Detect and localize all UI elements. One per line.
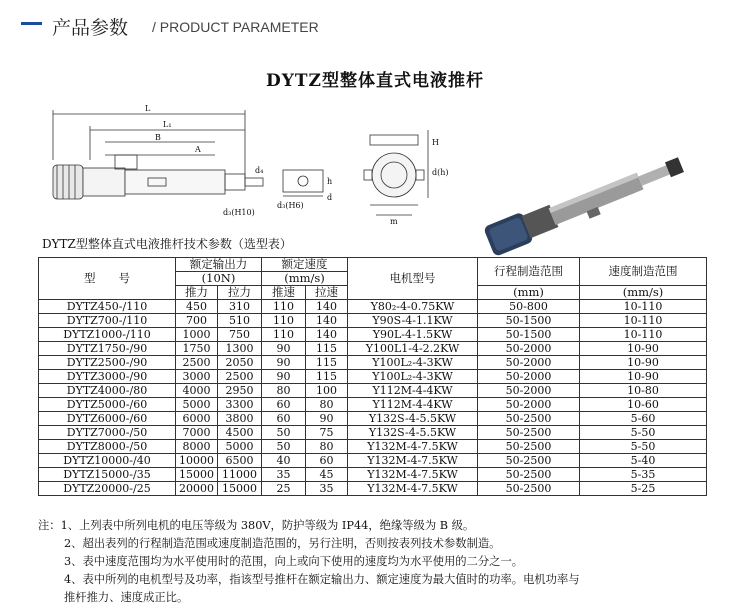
- table-row: [39, 328, 707, 342]
- table-row: [39, 300, 707, 314]
- table-row: [39, 482, 707, 496]
- note-2: 2、超出表列的行程制造范围或速度制造范围的，另行注明，否则按表列技术参数制造。: [64, 537, 501, 550]
- col-header-speed: 额定速度: [262, 258, 348, 272]
- cell-motor: Y100L₂-4-3KW: [348, 370, 478, 384]
- cell-stroke-range: 50-1500: [478, 314, 580, 328]
- cell-motor: Y80₂-4-0.75KW: [348, 300, 478, 314]
- cell-stroke-range: 50-2000: [478, 398, 580, 412]
- cell-push-force: 20000: [176, 482, 218, 496]
- cell-pull-force: 2950: [218, 384, 262, 398]
- note-3: 3、表中速度范围均为水平使用时的范围，向上或向下使用的速度均为水平使用的二分之一。: [64, 555, 524, 568]
- cell-push-force: 15000: [176, 468, 218, 482]
- cell-push-speed: 50: [262, 440, 306, 454]
- cell-push-speed: 110: [262, 300, 306, 314]
- cell-speed-range: 10-90: [580, 356, 707, 370]
- cell-model: DYTZ15000-/35: [39, 468, 176, 482]
- cell-motor: Y132M-4-7.5KW: [348, 454, 478, 468]
- cell-speed-range: 5-35: [580, 468, 707, 482]
- cell-stroke-range: 50-2500: [478, 440, 580, 454]
- cell-push-speed: 25: [262, 482, 306, 496]
- cell-push-speed: 35: [262, 468, 306, 482]
- cell-speed-range: 10-110: [580, 314, 707, 328]
- cell-motor: Y132M-4-7.5KW: [348, 482, 478, 496]
- main-title: DYTZ型整体直式电液推杆: [266, 71, 484, 91]
- table-title: DYTZ型整体直式电液推杆技术参数（选型表）: [42, 237, 292, 251]
- cell-pull-force: 510: [218, 314, 262, 328]
- cell-push-force: 8000: [176, 440, 218, 454]
- product-photo: [465, 128, 690, 238]
- cell-motor: Y132M-4-7.5KW: [348, 468, 478, 482]
- cell-push-force: 1750: [176, 342, 218, 356]
- table-row: [39, 468, 707, 482]
- table-row: [39, 356, 707, 370]
- cell-pull-speed: 75: [306, 426, 348, 440]
- cell-pull-force: 3800: [218, 412, 262, 426]
- col-header-motor: 电机型号: [348, 258, 478, 300]
- table-row: [39, 440, 707, 454]
- section-header: [0, 0, 750, 56]
- cell-motor: Y112M-4-4KW: [348, 398, 478, 412]
- cell-stroke-range: 50-2500: [478, 454, 580, 468]
- dim-h: h: [327, 177, 333, 186]
- cell-pull-force: 750: [218, 328, 262, 342]
- header-title-en: / PRODUCT PARAMETER: [152, 19, 319, 35]
- cell-pull-speed: 140: [306, 314, 348, 328]
- cell-pull-speed: 60: [306, 454, 348, 468]
- table-row: [39, 426, 707, 440]
- cell-pull-force: 2050: [218, 356, 262, 370]
- cell-push-force: 4000: [176, 384, 218, 398]
- cell-stroke-range: 50-2500: [478, 426, 580, 440]
- cell-pull-speed: 100: [306, 384, 348, 398]
- cell-motor: Y100L1-4-2.2KW: [348, 342, 478, 356]
- cell-model: DYTZ7000-/50: [39, 426, 176, 440]
- cell-speed-range: 10-80: [580, 384, 707, 398]
- note-4: 4、表中所列的电机型号及功率，指该型号推杆在额定输出力、额定速度为最大值时的功率。电机功率与: [64, 573, 580, 586]
- cell-pull-force: 4500: [218, 426, 262, 440]
- dim-B: B: [155, 133, 161, 142]
- col-header-push-speed: 推速: [262, 286, 306, 300]
- col-header-speed-unit: (mm/s): [262, 272, 348, 286]
- cell-push-force: 450: [176, 300, 218, 314]
- cell-push-speed: 110: [262, 328, 306, 342]
- cell-push-speed: 90: [262, 356, 306, 370]
- col-header-stroke-unit: (mm): [478, 286, 580, 300]
- cell-model: DYTZ10000-/40: [39, 454, 176, 468]
- cell-speed-range: 5-50: [580, 440, 707, 454]
- cell-push-force: 10000: [176, 454, 218, 468]
- cell-motor: Y132S-4-5.5KW: [348, 412, 478, 426]
- note-1: 注：1、上列表中所列电机的电压等级为 380V，防护等级为 IP44，绝缘等级为 B 级。: [38, 519, 475, 532]
- cell-push-speed: 90: [262, 370, 306, 384]
- cell-pull-force: 6500: [218, 454, 262, 468]
- cell-motor: Y90L-4-1.5KW: [348, 328, 478, 342]
- cell-model: DYTZ3000-/90: [39, 370, 176, 384]
- front-view-drawing: [360, 120, 449, 226]
- cell-push-force: 6000: [176, 412, 218, 426]
- cell-push-force: 700: [176, 314, 218, 328]
- cell-pull-force: 3300: [218, 398, 262, 412]
- dim-d3-h10: d₃(H10): [223, 208, 255, 217]
- table-row: [39, 412, 707, 426]
- cell-model: DYTZ2500-/90: [39, 356, 176, 370]
- cell-model: DYTZ4000-/80: [39, 384, 176, 398]
- cell-model: DYTZ700-/110: [39, 314, 176, 328]
- cell-pull-speed: 115: [306, 342, 348, 356]
- cell-model: DYTZ8000-/50: [39, 440, 176, 454]
- header-accent-bar: [21, 22, 42, 25]
- cell-motor: Y100L₂-4-3KW: [348, 356, 478, 370]
- cell-speed-range: 10-90: [580, 342, 707, 356]
- col-header-model: 型 号: [39, 258, 176, 300]
- cell-motor: Y132M-4-7.5KW: [348, 440, 478, 454]
- cell-stroke-range: 50-2000: [478, 370, 580, 384]
- cell-pull-force: 5000: [218, 440, 262, 454]
- cell-push-speed: 40: [262, 454, 306, 468]
- cell-pull-force: 1300: [218, 342, 262, 356]
- cell-speed-range: 5-40: [580, 454, 707, 468]
- cell-motor: Y90S-4-1.1KW: [348, 314, 478, 328]
- cell-speed-range: 5-25: [580, 482, 707, 496]
- col-header-push: 推力: [176, 286, 218, 300]
- cell-stroke-range: 50-2500: [478, 412, 580, 426]
- cell-speed-range: 5-50: [580, 426, 707, 440]
- dim-d: d: [327, 193, 333, 202]
- cell-pull-force: 11000: [218, 468, 262, 482]
- cell-pull-speed: 140: [306, 328, 348, 342]
- cell-speed-range: 10-110: [580, 300, 707, 314]
- cell-stroke-range: 50-2500: [478, 468, 580, 482]
- table-row: [39, 370, 707, 384]
- dim-dh: d(h): [432, 168, 449, 177]
- cell-model: DYTZ1750-/90: [39, 342, 176, 356]
- cell-model: DYTZ450-/110: [39, 300, 176, 314]
- col-header-pull: 拉力: [218, 286, 262, 300]
- cell-speed-range: 10-90: [580, 370, 707, 384]
- cell-pull-force: 310: [218, 300, 262, 314]
- cell-pull-speed: 80: [306, 440, 348, 454]
- cell-pull-speed: 80: [306, 398, 348, 412]
- cell-speed-range: 10-110: [580, 328, 707, 342]
- table-row: [39, 398, 707, 412]
- col-header-speed-range: 速度制造范围: [580, 258, 707, 286]
- dim-H: H: [432, 138, 439, 147]
- cell-push-force: 7000: [176, 426, 218, 440]
- cell-push-speed: 60: [262, 412, 306, 426]
- cell-motor: Y132S-4-5.5KW: [348, 426, 478, 440]
- side-view-drawing: [45, 100, 355, 235]
- cell-model: DYTZ6000-/60: [39, 412, 176, 426]
- cell-pull-speed: 35: [306, 482, 348, 496]
- cell-push-speed: 110: [262, 314, 306, 328]
- cell-stroke-range: 50-2000: [478, 356, 580, 370]
- table-row: [39, 342, 707, 356]
- dim-d4: d₄: [255, 166, 264, 175]
- cell-model: DYTZ1000-/110: [39, 328, 176, 342]
- cell-push-force: 1000: [176, 328, 218, 342]
- cell-pull-force: 2500: [218, 370, 262, 384]
- col-header-force: 额定输出力: [176, 258, 262, 272]
- cell-model: DYTZ20000-/25: [39, 482, 176, 496]
- dim-L: L: [145, 104, 151, 113]
- cell-stroke-range: 50-1500: [478, 328, 580, 342]
- col-header-force-unit: (10N): [176, 272, 262, 286]
- col-header-stroke: 行程制造范围: [478, 258, 580, 286]
- cell-push-speed: 50: [262, 426, 306, 440]
- dim-L1: L₁: [163, 120, 172, 129]
- spec-table: [38, 257, 707, 496]
- col-header-pull-speed: 拉速: [306, 286, 348, 300]
- cell-pull-speed: 45: [306, 468, 348, 482]
- cell-stroke-range: 50-2000: [478, 342, 580, 356]
- cell-pull-speed: 140: [306, 300, 348, 314]
- header-title-cn: 产品参数: [52, 17, 129, 39]
- note-4-cont: 推杆推力、速度成正比。: [64, 591, 189, 604]
- cell-pull-speed: 90: [306, 412, 348, 426]
- table-row: [39, 384, 707, 398]
- cell-push-force: 3000: [176, 370, 218, 384]
- cell-push-force: 2500: [176, 356, 218, 370]
- cell-pull-speed: 115: [306, 356, 348, 370]
- table-row: [39, 314, 707, 328]
- cell-push-speed: 80: [262, 384, 306, 398]
- cell-motor: Y112M-4-4KW: [348, 384, 478, 398]
- cell-stroke-range: 50-2500: [478, 482, 580, 496]
- cell-push-speed: 60: [262, 398, 306, 412]
- cell-stroke-range: 50-2000: [478, 384, 580, 398]
- dim-A: A: [195, 145, 201, 154]
- notes: [38, 517, 580, 607]
- col-header-speed-range-unit: (mm/s): [580, 286, 707, 300]
- table-row: [39, 454, 707, 468]
- cell-speed-range: 5-60: [580, 412, 707, 426]
- cell-push-speed: 90: [262, 342, 306, 356]
- dim-d3-h6: d₃(H6): [277, 201, 304, 210]
- dim-m: m: [390, 217, 398, 226]
- cell-pull-force: 15000: [218, 482, 262, 496]
- cell-stroke-range: 50-800: [478, 300, 580, 314]
- cell-pull-speed: 115: [306, 370, 348, 384]
- cell-push-force: 5000: [176, 398, 218, 412]
- cell-speed-range: 10-60: [580, 398, 707, 412]
- cell-model: DYTZ5000-/60: [39, 398, 176, 412]
